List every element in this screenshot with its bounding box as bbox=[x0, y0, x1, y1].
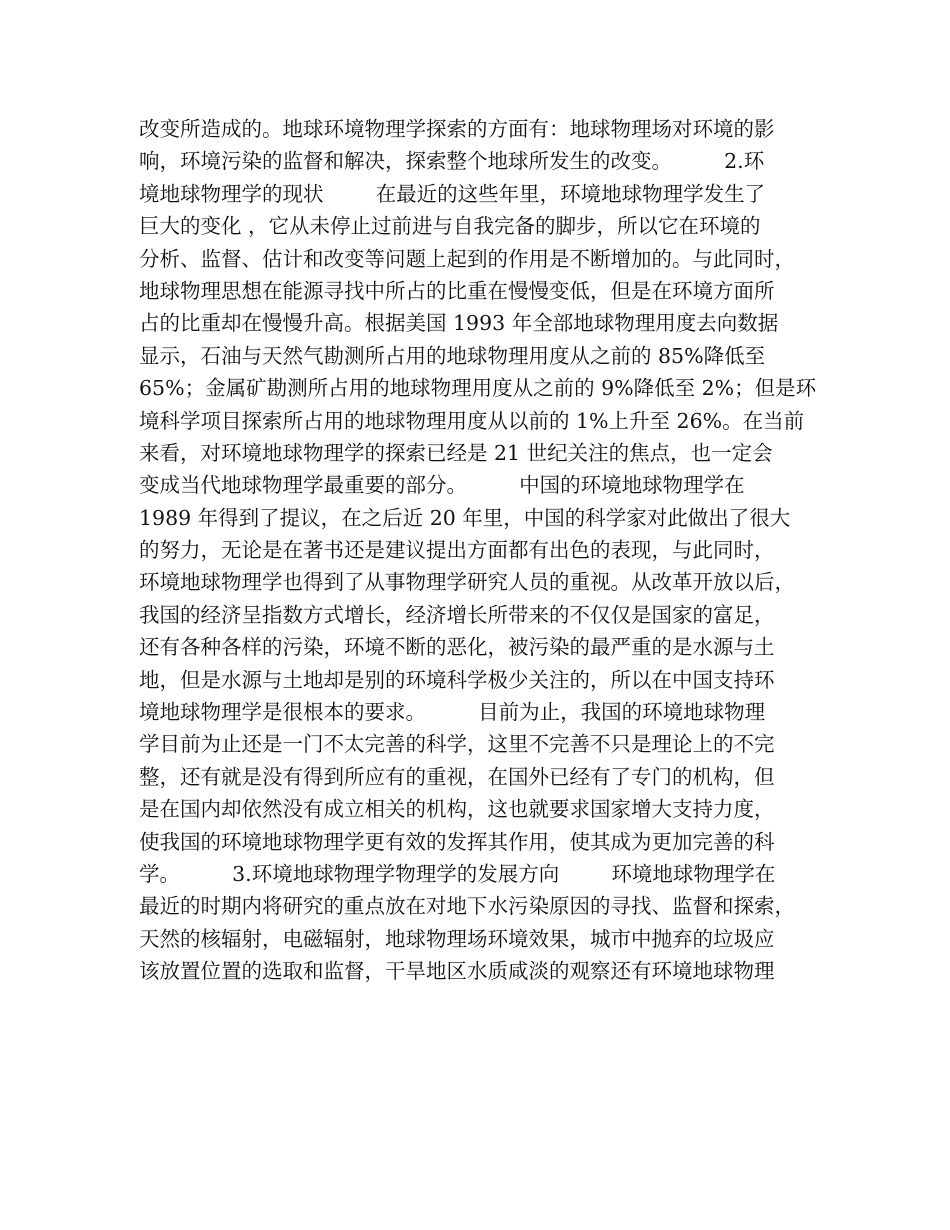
text-line-27: 该放置位置的选取和监督，干旱地区水质咸淡的观察还有环境地球物理 bbox=[139, 959, 775, 984]
text-line-18: 地，但是水源与土地却是别的环境科学极少关注的，所以在中国支持环 bbox=[139, 667, 775, 692]
text-line-26: 天然的核辐射，电磁辐射，地球物理场环境效果，城市中抛弃的垃圾应 bbox=[139, 926, 775, 951]
text-line-11: 来看，对环境地球物理学的探索已经是 21 世纪关注的焦点，也一定会 bbox=[139, 440, 773, 465]
text-line-16: 我国的经济呈指数方式增长，经济增长所带来的不仅仅是国家的富足， bbox=[139, 602, 775, 627]
text-line-19: 境地球物理学是很根本的要求。 目前为止，我国的环境地球物理 bbox=[139, 700, 766, 725]
text-line-5: 分析、监督、估计和改变等问题上起到的作用是不断增加的。与此同时， bbox=[139, 246, 795, 271]
text-line-1: 改变所造成的。地球环境物理学探索的方面有：地球物理场对环境的影 bbox=[139, 117, 775, 141]
text-line-2: 响，环境污染的监督和解决，探索整个地球所发生的改变。 2.环 bbox=[139, 149, 765, 174]
text-line-14: 的努力，无论是在著书还是建议提出方面都有出色的表现，与此同时， bbox=[139, 538, 775, 563]
text-line-17: 还有各种各样的污染，环境不断的恶化，被污染的最严重的是水源与土 bbox=[139, 635, 775, 660]
text-line-20: 学目前为止还是一门不太完善的科学，这里不完善不只是理论上的不完 bbox=[139, 732, 775, 757]
text-line-25: 最近的时期内将研究的重点放在对地下水污染原因的寻找、监督和探索， bbox=[139, 894, 795, 919]
text-line-23: 使我国的环境地球物理学更有效的发挥其作用，使其成为更加完善的科 bbox=[139, 829, 775, 854]
body-paragraph bbox=[139, 113, 819, 988]
text-line-10: 境科学项目探索所占用的地球物理用度从以前的 1%上升至 26%。在当前 bbox=[139, 408, 805, 433]
text-line-15: 环境地球物理学也得到了从事物理学研究人员的重视。从改革开放以后， bbox=[139, 570, 795, 595]
text-line-4: 巨大的变化 ，它从未停止过前进与自我完备的脚步，所以它在环境的 bbox=[139, 214, 761, 239]
text-line-3: 境地球物理学的现状 在最近的这些年里，环境地球物理学发生了 bbox=[139, 181, 766, 206]
text-line-22: 是在国内却依然没有成立相关的机构，这也就要求国家增大支持力度， bbox=[139, 797, 775, 822]
text-line-24: 学。 3.环境地球物理学物理学的发展方向 环境地球物理学在 bbox=[139, 861, 776, 886]
text-line-8: 显示，石油与天然气勘测所占用的地球物理用度从之前的 85%降低至 bbox=[139, 343, 766, 368]
text-line-9: 65%；金属矿勘测所占用的地球物理用度从之前的 9%降低至 2%；但是环 bbox=[139, 376, 817, 401]
text-line-13: 1989 年得到了提议，在之后近 20 年里，中国的科学家对此做出了很大 bbox=[139, 505, 791, 530]
text-line-6: 地球物理思想在能源寻找中所占的比重在慢慢变低，但是在环境方面所 bbox=[139, 278, 775, 303]
text-line-12: 变成当代地球物理学最重要的部分。 中国的环境地球物理学在 bbox=[139, 473, 745, 498]
text-line-7: 占的比重却在慢慢升高。根据美国 1993 年全部地球物理用度去向数据 bbox=[139, 311, 779, 336]
text-line-21: 整，还有就是没有得到所应有的重视，在国外已经有了专门的机构，但 bbox=[139, 764, 775, 789]
